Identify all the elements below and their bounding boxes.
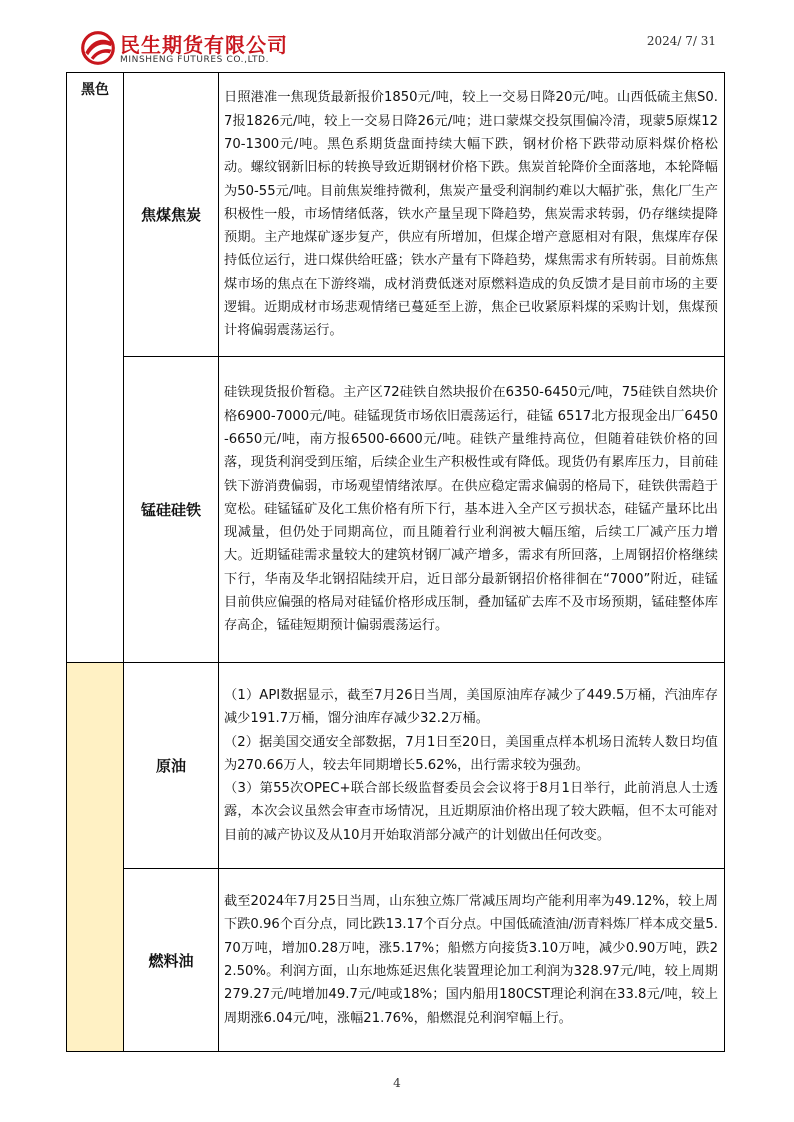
commentary-paragraph: （3）第55次OPEC+联合部长级监督委员会会议将于8月1日举行，此前消息人士透露，本次会议虽然会审查市场情况，且近期原油价格出现了较大跌幅，但不太可能对目前的减产协议及从10月开始取消部分减产的计划做出任何改变。 (224, 781, 718, 843)
table-row (67, 663, 725, 869)
table-row (67, 869, 725, 1052)
item-name-fuel-oil: 燃料油 (124, 869, 219, 1052)
item-name-crude-oil: 原油 (124, 663, 219, 869)
page-number: 4 (393, 1076, 401, 1090)
item-name-manganese-silicon-ferrosilicon: 锰硅硅铁 (124, 357, 219, 663)
report-date: 2024/ 7/ 31 (646, 34, 716, 48)
item-commentary-manganese-silicon-ferrosilicon (219, 357, 725, 663)
commentary-paragraph: （2）据美国交通安全部数据，7月1日至20日，美国重点样本机场日流转人数日均值为270.66万人，较去年同期增长5.62%，出行需求较为强劲。 (224, 734, 718, 773)
item-commentary-coking-coal-coke (219, 73, 725, 357)
item-name-coking-coal-coke: 焦煤焦炭 (124, 73, 219, 357)
item-commentary-crude-oil (219, 663, 725, 869)
commentary-paragraph: 硅铁现货报价暂稳。主产区72硅铁自然块报价在6350-6450元/吨，75硅铁自然块价格6900-7000元/吨。硅锰现货市场依旧震荡运行，硅锰 6517北方报现金出厂6450-6650元/吨，南方报6500-6600元/吨。硅铁产量维持高位，但随着硅铁价格的回落，现货利润受到压缩，后续企业生产积极性或有降低。现货仍有累库压力，目前硅铁下游消费偏弱，市场观望情绪浓厚。在供应稳定需求偏弱的格局下，硅铁供需趋于宽松。硅锰锰矿及化工焦价格有所下行，基本进入全产区亏损状态，硅锰产量环比出现减量，但仍处于同期高位，而且随着行业利润被大幅压缩，后续工厂减产压力增大。近期锰硅需求量较大的建筑材钢厂减产增多，需求有所回落，上周钢招价格继续下行，华南及华北钢招陆续开启，近日部分最新钢招价格徘徊在“7000”附近，硅锰目前供应偏强的格局对硅锰价格形成压制，叠加锰矿去库不及市场预期，锰硅整体库存高企，锰硅短期预计偏弱震荡运行。 (224, 385, 718, 634)
page-header (0, 0, 794, 72)
table-row (67, 357, 725, 663)
commentary-paragraph: 截至2024年7月25日当周，山东独立炼厂常减压周均产能利用率为49.12%，较上周下跌0.96个百分点，同比跌13.17个百分点。中国低硫渣油/沥青料炼厂样本成交量5.70万吨，增加0.28万吨，涨5.17%；船燃方向接货3.10万吨，减少0.90万吨，跌22.50%。利润方面，山东地炼延迟焦化装置理论加工利润为328.97元/吨，较上周期279.27元/吨增加49.7元/吨或18%；国内船用180CST理论利润在33.8元/吨，较上周期涨6.04元/吨，涨幅21.76%，船燃混兑利润窄幅上行。 (224, 894, 718, 1026)
company-name-en: MINSHENG FUTURES CO.,LTD. (120, 55, 270, 65)
company-name-cn: 民生期货有限公司 (120, 33, 288, 57)
commodity-commentary-table (66, 72, 725, 1052)
table-row (67, 73, 725, 357)
category-cell-black: 黑色 (67, 73, 124, 663)
item-commentary-fuel-oil (219, 869, 725, 1052)
commentary-paragraph: 日照港准一焦现货最新报价1850元/吨，较上一交易日降20元/吨。山西低硫主焦S0.7报1826元/吨，较上一交易日降26元/吨；进口蒙煤交投氛围偏冷清，现蒙5原煤1270-1300元/吨。黑色系期货盘面持续大幅下跌，钢材价格下跌带动原料煤价格松动。螺纹钢新旧标的转换导致近期钢材价格下跌。焦炭首轮降价全面落地，本轮降幅为50-55元/吨。目前焦炭维持微利，焦炭产量受利润制约难以大幅扩张，焦化厂生产积极性一般，市场情绪低落，铁水产量呈现下降趋势，焦炭需求转弱，仍存继续提降预期。主产地煤矿逐步复产，供应有所增加，但煤企增产意愿相对有限，焦煤库存保持低位运行，进口煤供给旺盛；铁水产量有下降趋势，煤焦需求有所转弱。目前炼焦煤市场的焦点在下游终端，成材消费低迷对原燃料造成的负反馈才是目前市场的主要逻辑。近期成材市场悲观情绪已蔓延至上游，焦企已收紧原料煤的采购计划，焦煤预计将偏弱震荡运行。 (224, 90, 718, 339)
commentary-paragraph: （1）API数据显示，截至7月26日当周，美国原油库存减少了449.5万桶，汽油库存减少191.7万桶，馏分油库存减少32.2万桶。 (224, 687, 718, 727)
minsheng-logo-icon (80, 30, 116, 66)
category-cell-energy (67, 663, 124, 1052)
